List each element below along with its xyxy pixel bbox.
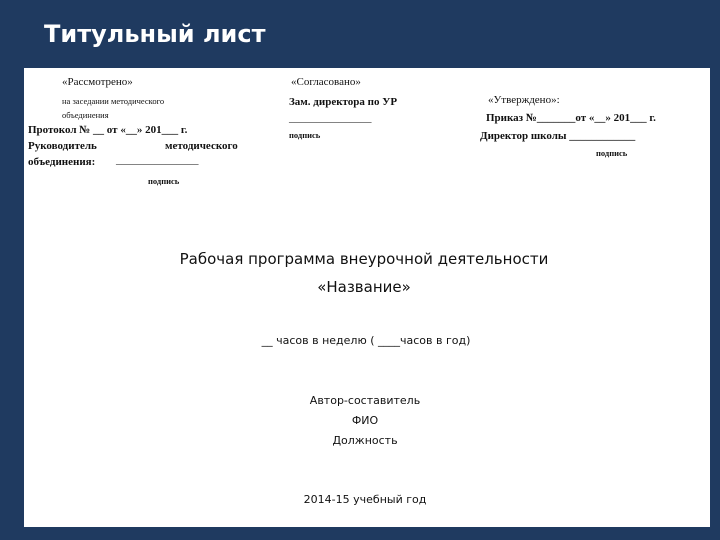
title-page (24, 68, 710, 527)
considered-line-1: на заседании методического (62, 96, 165, 106)
author-label: Автор-составитель (309, 394, 421, 407)
program-title: Рабочая программа внеурочной деятельности (179, 250, 549, 268)
slide-title: Титульный лист (44, 20, 266, 48)
association-label: объединения: (28, 156, 96, 168)
author-position: Должность (332, 434, 398, 447)
middle-signature-line: _______________ (289, 112, 372, 124)
head-word-1: Руководитель (28, 140, 97, 152)
order-line: Приказ №_______от «__» 201___ г. (486, 112, 656, 124)
right-signature-label: подпись (596, 148, 628, 158)
considered-heading: «Рассмотрено» (62, 76, 133, 88)
hours-line: __ часов в неделю ( ____часов в год) (261, 334, 471, 347)
left-signature-line: _______________ (116, 154, 199, 166)
head-word-2: методического (165, 140, 238, 152)
agreed-heading: «Согласовано» (291, 76, 361, 88)
considered-line-2: объединения (62, 110, 109, 120)
director-line: Директор школы ____________ (480, 130, 636, 142)
author-name: ФИО (351, 414, 379, 427)
left-signature-label: подпись (148, 176, 180, 186)
approved-heading: «Утверждено»: (488, 94, 560, 106)
program-name: «Название» (317, 278, 411, 296)
deputy-position: Зам. директора по УР (289, 96, 398, 108)
academic-year: 2014-15 учебный год (303, 493, 427, 506)
protocol-line: Протокол № __ от «__» 201___ г. (28, 124, 188, 136)
middle-signature-label: подпись (289, 130, 321, 140)
